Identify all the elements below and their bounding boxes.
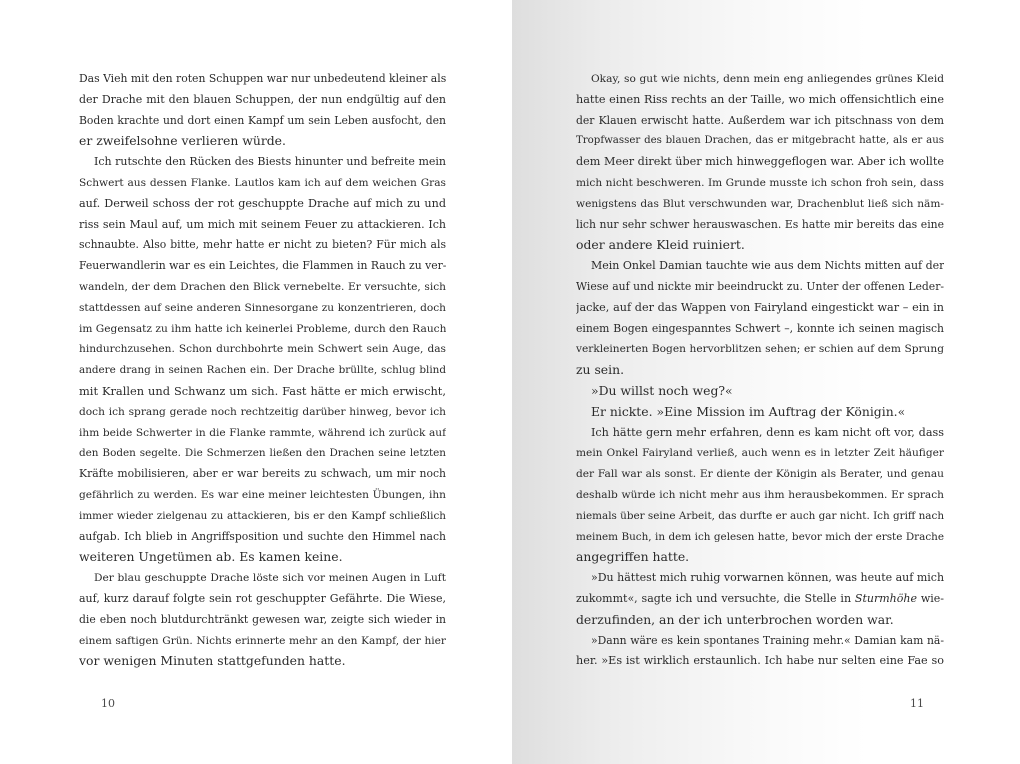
text-line — [79, 631, 446, 652]
text-line — [79, 152, 446, 173]
text-line — [576, 215, 944, 236]
text-line-content: dem Meer direkt über mich hinweggeflogen war. Aber ich wollte — [576, 155, 944, 169]
text-line — [79, 360, 446, 381]
text-line — [79, 298, 446, 319]
text-line-content: der Fall war als sonst. Er diente der Königin als Berater, und genau — [576, 468, 944, 481]
text-line-content: aufgab. Ich blieb in Angriffsposition und suchte den Himmel nach — [79, 529, 446, 543]
text-line-content: angegriffen hatte. — [576, 549, 690, 565]
text-line-content: Boden krachte und dort einen Kampf um sein Leben ausfocht, den — [79, 113, 446, 127]
text-line-content: vor wenigen Minuten stattgefunden hatte. — [79, 653, 346, 669]
text-line — [576, 277, 944, 298]
text-line — [79, 423, 446, 444]
text-line-content: »Dann wäre es kein spontanes Training mehr.« Damian kam nä- — [591, 633, 944, 647]
text-line-content: jacke, auf der das Wappen von Fairyland eingestickt war – ein in — [576, 300, 944, 314]
text-line — [79, 131, 446, 152]
text-line-content: einem Bogen eingespanntes Schwert –, konnte ich seinen magisch — [576, 321, 944, 335]
text-line — [79, 111, 446, 132]
text-line — [576, 360, 944, 381]
text-line-content: Tropfwasser des blauen Drachen, das er mitgebracht hatte, als er aus — [576, 135, 944, 147]
text-line-content: riss sein Maul auf, um mich mit seinem Feuer zu attackieren. Ich — [79, 217, 446, 231]
text-line — [576, 610, 944, 631]
text-line-content: im Gegensatz zu ihm hatte ich keinerlei Probleme, durch den Rauch — [79, 322, 446, 335]
text-line-content: Wiese auf und nickte mir beeindruckt zu. Unter der offenen Leder- — [576, 279, 944, 293]
text-line-content: mich nicht beschweren. Im Grunde musste ich schon froh sein, dass — [576, 176, 944, 189]
text-line-content: auf, kurz darauf folgte sein rot geschuppter Gefährte. Die Wiese, — [79, 591, 446, 605]
text-line-content: andere drang in seinen Rachen ein. Der Drache brüllte, schlug blind — [79, 364, 446, 377]
text-line-content: immer wieder zielgenau zu attackieren, bis er den Kampf schließlich — [79, 509, 446, 522]
text-line-content: doch ich sprang gerade noch rechtzeitig darüber hinweg, bevor ich — [79, 405, 446, 418]
text-line — [79, 235, 446, 256]
text-line — [576, 443, 944, 464]
text-line-content: er zweifelsohne verlieren würde. — [79, 133, 286, 149]
text-line — [576, 464, 944, 485]
text-line — [79, 568, 446, 589]
text-line-content: mein Onkel Fairyland verließ, auch wenn es in letzter Zeit häufiger — [576, 447, 944, 460]
text-line-content: her. »Es ist wirklich erstaunlich. Ich habe nur selten eine Fae so — [576, 654, 944, 668]
text-line — [79, 527, 446, 548]
text-line-content: hindurchzusehen. Schon durchbohrte mein Schwert sein Auge, das — [79, 343, 446, 356]
text-line — [576, 319, 944, 340]
text-line — [576, 589, 944, 610]
text-line — [576, 402, 944, 423]
text-line — [79, 256, 446, 277]
text-line-content: meinem Buch, in dem ich gelesen hatte, bevor mich der erste Drache — [576, 530, 944, 543]
text-line — [79, 547, 446, 568]
text-line — [576, 173, 944, 194]
text-line — [576, 527, 944, 548]
text-line-content: ihm beide Schwerter in die Flanke rammte, während ich zurück auf — [79, 426, 446, 439]
text-line-content: deshalb würde ich nicht mehr aus ihm herausbekommen. Er sprach — [576, 488, 944, 501]
text-line — [576, 152, 944, 173]
text-line — [79, 651, 446, 672]
text-line — [576, 298, 944, 319]
text-line-content: Er nickte. »Eine Mission im Auftrag der Königin.« — [591, 403, 906, 419]
text-line-content: der Drache mit den blauen Schuppen, der nun endgültig auf den — [79, 92, 446, 106]
text-line-content: auf. Derweil schoss der rot geschuppte Drache auf mich zu und — [79, 196, 446, 210]
text-line — [576, 423, 944, 444]
text-line — [79, 506, 446, 527]
text-line — [576, 194, 944, 215]
text-line-content: Kräfte mobilisieren, aber er war bereits zu schwach, um mir noch — [79, 467, 446, 481]
text-line-content: hatte einen Riss rechts an der Taille, wo mich offensichtlich eine — [576, 92, 944, 106]
text-line-content: zukommt«, sagte ich und versuchte, die Stelle in — [576, 591, 855, 605]
text-line — [576, 131, 944, 152]
text-line — [79, 339, 446, 360]
text-line — [576, 256, 944, 277]
text-line-content: einem saftigen Grün. Nichts erinnerte mehr an den Kampf, der hier — [79, 634, 446, 647]
text-line — [576, 485, 944, 506]
text-line-continuation: wie- — [916, 591, 944, 605]
text-line-content: Mein Onkel Damian tauchte wie aus dem Nichts mitten auf der — [591, 259, 944, 273]
text-line — [79, 90, 446, 111]
text-line-content: oder andere Kleid ruiniert. — [576, 237, 745, 253]
text-line — [79, 173, 446, 194]
text-line-content: der Klauen erwischt hatte. Außerdem war ich pitschnass von dem — [576, 113, 944, 127]
text-line — [576, 381, 944, 402]
text-line — [576, 568, 944, 589]
text-line — [79, 194, 446, 215]
text-line-content: die eben noch blutdurchtränkt gewesen war, zeigte sich wieder in — [79, 612, 446, 626]
text-line — [79, 69, 446, 90]
text-line — [79, 464, 446, 485]
right-page-text — [576, 69, 944, 672]
text-line-content: Feuerwandlerin war es ein Leichtes, die Flammen in Rauch zu ver- — [79, 259, 446, 273]
text-line-content: Schwert aus dessen Flanke. Lautlos kam ich auf dem weichen Gras — [79, 176, 446, 189]
text-line — [576, 631, 944, 652]
text-line — [576, 506, 944, 527]
text-line — [79, 485, 446, 506]
book-title-italic: Sturmhöhe — [854, 591, 917, 605]
text-line — [79, 610, 446, 631]
text-line-content: gefährlich zu werden. Es war eine meiner leichtesten Übungen, ihn — [79, 488, 446, 501]
text-line-content: Das Vieh mit den roten Schuppen war nur unbedeutend kleiner als — [79, 72, 446, 85]
text-line — [576, 651, 944, 672]
text-line-content: zu sein. — [576, 362, 625, 378]
page-number-right: 11 — [910, 697, 924, 710]
text-line — [79, 215, 446, 236]
text-line-content: wandeln, der dem Drachen den Blick vernebelte. Er versuchte, sich — [79, 280, 446, 293]
text-line — [576, 339, 944, 360]
text-line-content: niemals über seine Arbeit, das durfte er auch gar nicht. Ich griff nach — [576, 509, 944, 522]
text-line-content: wenigstens das Blut verschwunden war, Drachenblut ließ sich näm- — [576, 197, 944, 210]
text-line — [79, 589, 446, 610]
text-line-content: mit Krallen und Schwanz um sich. Fast hätte er mich erwischt, — [79, 383, 446, 398]
text-line — [576, 90, 944, 111]
text-line-content: »Du willst noch weg?« — [591, 382, 733, 398]
text-line — [79, 319, 446, 340]
text-line — [79, 277, 446, 298]
text-line-content: den Boden segelte. Die Schmerzen ließen den Drachen seine letzten — [79, 447, 446, 460]
text-line — [576, 547, 944, 568]
text-line — [79, 443, 446, 464]
text-line-content: Ich hätte gern mehr erfahren, denn es kam nicht oft vor, dass — [591, 425, 944, 439]
left-page-text — [79, 69, 446, 672]
text-line-content: Okay, so gut wie nichts, denn mein eng anliegendes grünes Kleid — [591, 73, 944, 85]
text-line-content: stattdessen auf seine anderen Sinnesorgane zu konzentrieren, doch — [79, 301, 446, 314]
text-line-content: derzufinden, an der ich unterbrochen worden war. — [576, 611, 894, 627]
page-number-left: 10 — [101, 697, 115, 710]
text-line-content: Ich rutschte den Rücken des Biests hinunter und befreite mein — [94, 155, 446, 169]
text-line-content: Der blau geschuppte Drache löste sich vor meinen Augen in Luft — [94, 572, 446, 585]
text-line — [576, 69, 944, 90]
text-line-content: weiteren Ungetümen ab. Es kamen keine. — [79, 549, 343, 565]
text-line-content: »Du hättest mich ruhig vorwarnen können, was heute auf mich — [591, 571, 944, 585]
text-line-content: schnaubte. Also bitte, mehr hatte er nicht zu bieten? Für mich als — [79, 238, 446, 252]
text-line — [576, 111, 944, 132]
text-line — [79, 402, 446, 423]
text-line — [79, 381, 446, 402]
text-line-content: verkleinerten Bogen hervorblitzen sehen; er schien auf dem Sprung — [576, 343, 944, 356]
right-page — [512, 0, 1020, 764]
text-line-content: lich nur sehr schwer herauswaschen. Es hatte mir bereits das eine — [576, 217, 944, 231]
text-line — [576, 235, 944, 256]
